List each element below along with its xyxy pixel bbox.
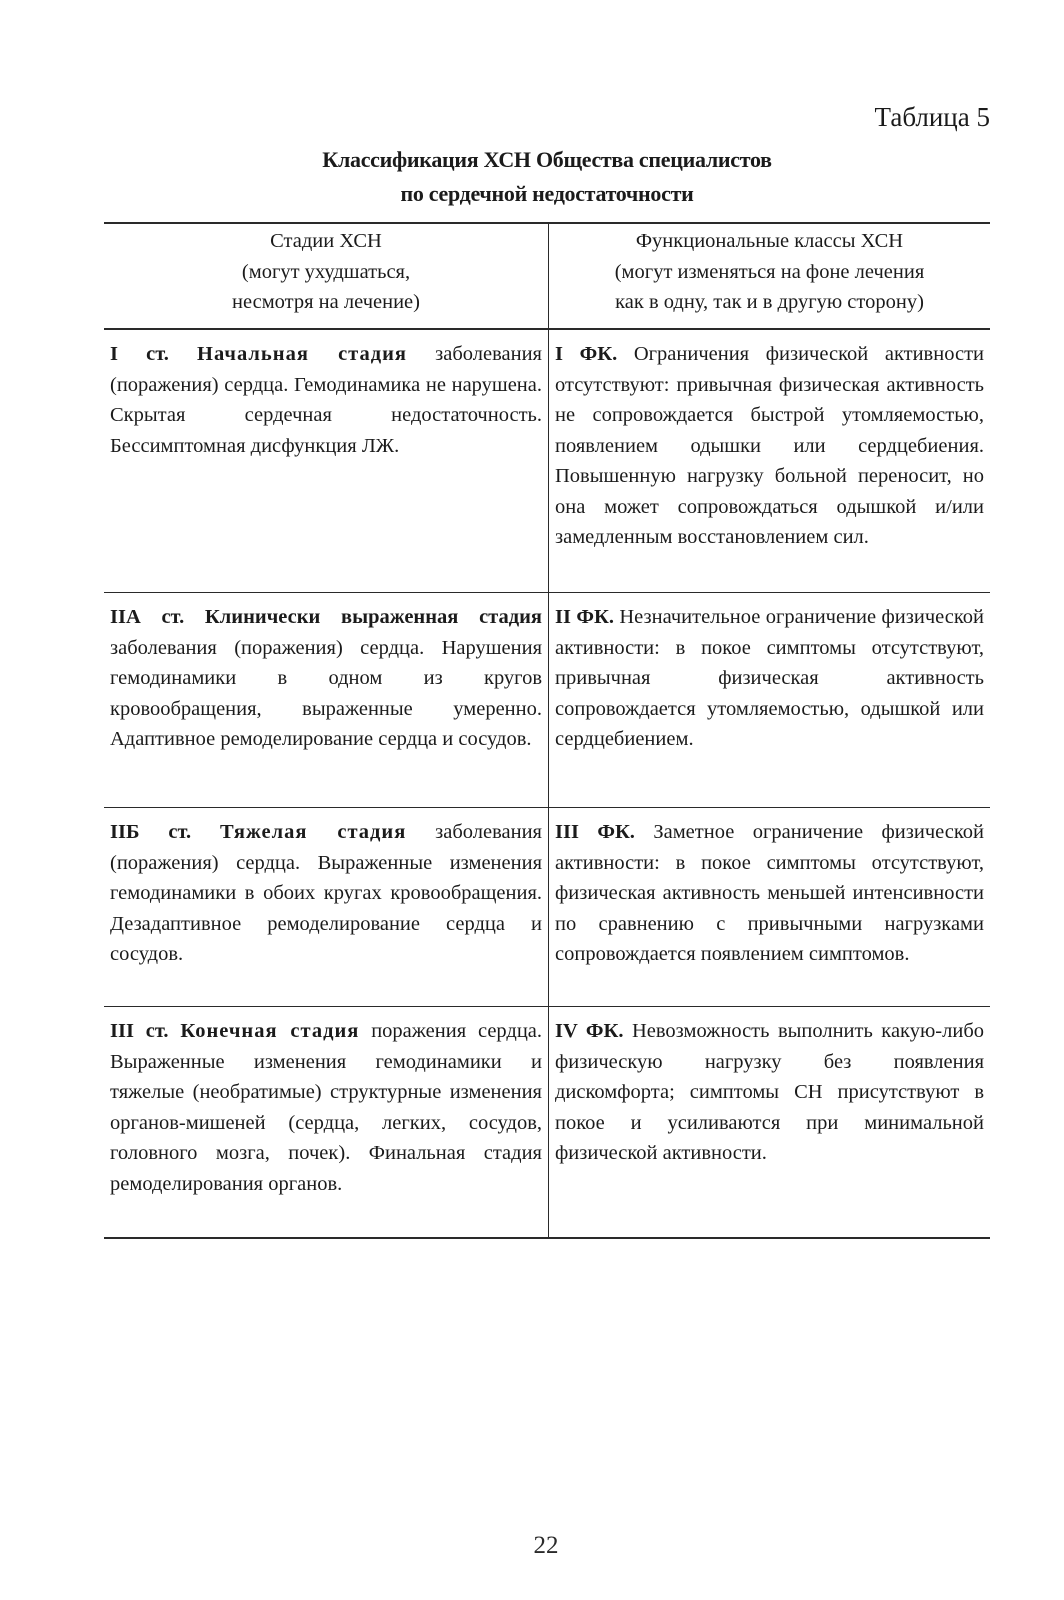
table-row: [104, 592, 990, 807]
class-label: II ФК.: [555, 606, 614, 628]
stage-label: IIА ст.: [110, 606, 185, 628]
header-stages-line-3: несмотря на лечение): [232, 291, 420, 313]
page-number: 22: [533, 1532, 559, 1559]
class-label: IV ФК.: [555, 1020, 624, 1042]
stage-cell: [104, 330, 549, 592]
stage-label: IIБ ст.: [110, 821, 192, 843]
stage-label: III ст.: [110, 1020, 169, 1042]
table-title-line-2: по сердечной недостаточности: [400, 181, 694, 206]
header-stages-line-1: Стадии ХСН: [270, 230, 382, 252]
class-text: Незначительное ограничение физической активности: в покое симптомы отсутствуют, привычная физическая активность сопровождается утомляемостью, одышкой или сердцебиением.: [555, 606, 984, 750]
table-title: [100, 143, 994, 211]
stage-cell: [104, 808, 549, 1006]
header-classes-line-1: Функциональные классы ХСН: [635, 230, 904, 252]
table-row: [104, 1006, 990, 1237]
class-label: III ФК.: [555, 821, 635, 843]
table-row: [104, 328, 990, 592]
header-classes-line-3: как в одну, так и в другую сторону): [615, 291, 924, 313]
stage-term: Клинически выраженная стадия: [204, 606, 543, 628]
stage-text: заболевания (поражения) сердца. Нарушения гемодинамики в одном из кругов кровообращения, выраженные умеренно. Адаптивное ремоделирование сердца и сосудов.: [110, 636, 542, 750]
class-text: Невозможность выполнить какую-либо физическую нагрузку без появления дискомфорта; симптомы СН присутствуют в покое и усиливаются при минимальной физической активности.: [555, 1020, 985, 1164]
header-stages-line-2: (могут ухудшаться,: [241, 260, 411, 283]
table-title-line-1: Классификация ХСН Общества специалистов: [322, 147, 772, 172]
stage-label: I ст.: [110, 343, 169, 365]
class-text: Заметное ограничение физической активности: в покое симптомы отсутствуют, физическая активность меньшей интенсивности по сравнению с привычными нагрузками сопровождается появлением симптомов.: [555, 821, 984, 965]
stage-cell: [104, 593, 549, 807]
class-label: I ФК.: [555, 343, 618, 365]
class-cell: [549, 330, 990, 592]
table-header-row: [104, 224, 990, 328]
stage-text: заболевания (поражения) сердца. Выраженные изменения гемодинамики в обоих кругах кровообращения. Дезадаптивное ремоделирование сердца и сосудов.: [110, 821, 542, 965]
stage-term: Тяжелая стадия: [219, 821, 407, 843]
stage-term: Конечная стадия: [180, 1020, 360, 1042]
header-classes: [549, 224, 990, 328]
stage-text: поражения сердца. Выраженные изменения гемодинамики и тяжелые (необратимые) структурные изменения органов-мишеней (сердца, легких, сосудов, головного мозга, почек). Финальная стадия ремоделирования органов.: [110, 1020, 543, 1195]
header-classes-line-2: (могут изменяться на фоне лечения: [614, 260, 925, 283]
classification-table: [104, 222, 990, 1239]
class-cell: [549, 1007, 990, 1237]
table-row: [104, 807, 990, 1006]
stage-term: Начальная стадия: [197, 343, 408, 365]
class-cell: [549, 808, 990, 1006]
class-cell: [549, 593, 990, 807]
class-text: Ограничения физической активности отсутствуют: привычная физическая активность не сопровождается быстрой утомляемостью, появлением одышки или сердцебиения. Повышенную нагрузку больной переносит, но она может сопровождаться одышкой и/или замедленным восстановлением сил.: [555, 343, 984, 548]
header-stages: [104, 224, 549, 328]
table-label: Таблица 5: [874, 102, 990, 132]
stage-text: заболевания (поражения) сердца. Гемодинамика не нарушена. Скрытая сердечная недостаточность. Бессимптомная дисфункция ЛЖ.: [110, 343, 542, 457]
stage-cell: [104, 1007, 549, 1237]
